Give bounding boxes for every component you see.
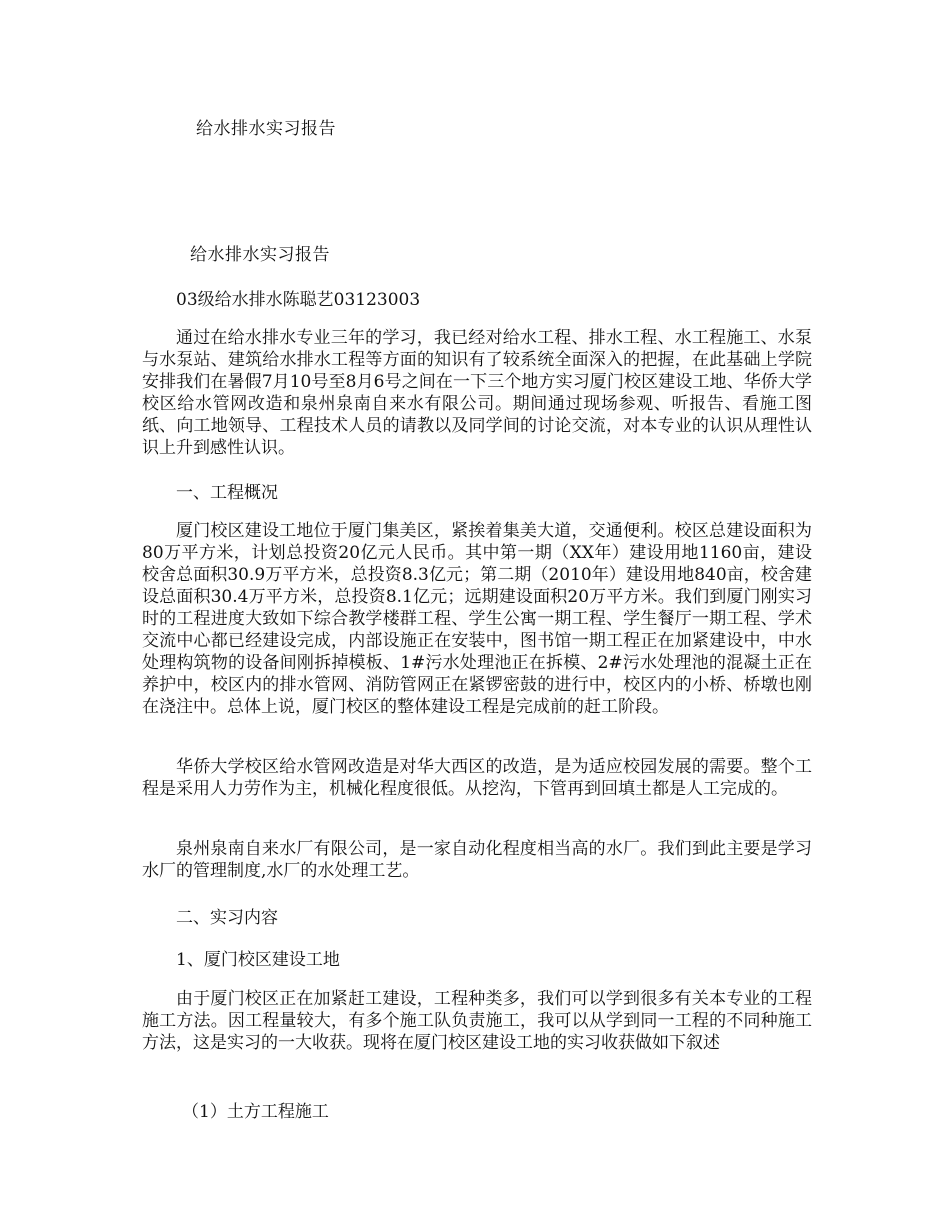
overview-paragraph-xiamen: 厦门校区建设工地位于厦门集美区，紧挨着集美大道，交通便利。校区总建设面积为80万平方米，计划总投资20亿元人民币。其中第一期（XX年）建设用地1160亩，建设校舍总面积30.9万平方米，总投资8.3亿元；第二期（2010年）建设用地840亩，校舍建设总面积30.4万平方米，总投资8.1亿元；远期建设面积20万平方米。我们到厦门刚实习时的工程进度大致如下综合教学楼群工程、学生公寓一期工程、学生餐厅一期工程、学术交流中心都已经建设完成，内部设施正在安装中，图书馆一期工程正在加紧建设中，中水处理构筑物的设备间刚拆掉模板、1#污水处理池正在拆模、2#污水处理池的混凝土正在养护中，校区内的排水管网、消防管网正在紧锣密鼓的进行中，校区内的小桥、桥墩也刚在浇注中。总体上说，厦门校区的整体建设工程是完成前的赶工阶段。 xyxy=(142,521,812,717)
intro-paragraph: 通过在给水排水专业三年的学习，我已经对给水工程、排水工程、水工程施工、水泵与水泵站、建筑给水排水工程等方面的知识有了较系统全面深入的把握，在此基础上学院安排我们在暑假7月10号至8月6号之间在一下三个地方实习厦门校区建设工地、华侨大学校区给水管网改造和泉州泉南自来水有限公司。期间通过现场参观、听报告、看施工图纸、向工地领导、工程技术人员的请教以及同学间的讨论交流，对本专业的认识从理性认识上升到感性认识。 xyxy=(142,328,812,458)
author-line: 03级给水排水陈聪艺03123003 xyxy=(176,290,421,310)
subsection-heading-earthwork: （1）土方工程施工 xyxy=(182,1102,329,1122)
section-heading-overview: 一、工程概况 xyxy=(176,483,278,503)
overview-paragraph-huaqiao: 华侨大学校区给水管网改造是对华大西区的改造，是为适应校园发展的需要。整个工程是采用人力劳作为主，机械化程度很低。从挖沟，下管再到回填土都是人工完成的。 xyxy=(142,757,812,799)
content-paragraph-xiamen-site: 由于厦门校区正在加紧赶工建设，工程种类多，我们可以学到很多有关本专业的工程施工方法。因工程量较大，有多个施工队负责施工，我可以从学到同一工程的不同种施工方法，这是实习的一大收获。现将在厦门校区建设工地的实习收获做如下叙述 xyxy=(142,989,812,1053)
section-heading-content: 二、实习内容 xyxy=(176,908,278,928)
overview-paragraph-quanzhou: 泉州泉南自来水厂有限公司，是一家自动化程度相当高的水厂。我们到此主要是学习水厂的管理制度,水厂的水处理工艺。 xyxy=(142,839,812,881)
page-header-title: 给水排水实习报告 xyxy=(196,119,336,139)
report-title: 给水排水实习报告 xyxy=(190,245,330,265)
subsection-heading-xiamen-site: 1、厦门校区建设工地 xyxy=(176,950,340,970)
